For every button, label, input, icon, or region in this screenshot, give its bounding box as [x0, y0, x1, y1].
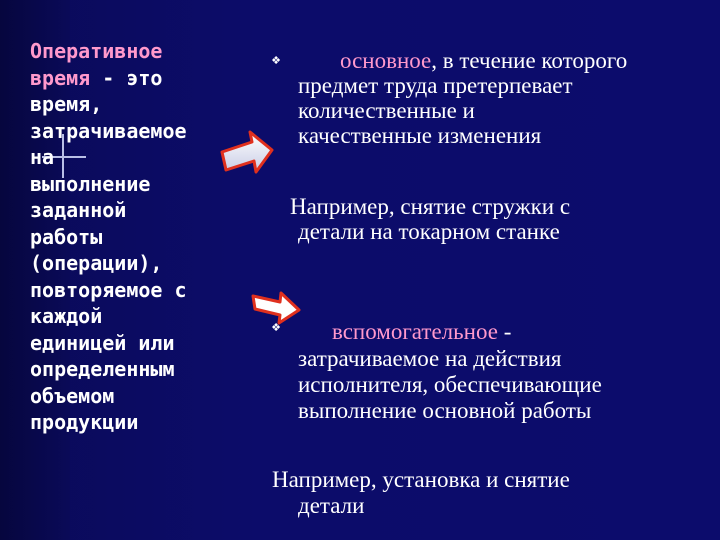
diamond-bullet-icon: ❖ — [271, 321, 281, 334]
definition-line: затрачиваемое — [30, 118, 187, 143]
main-time-text: , в течение которого — [431, 48, 628, 73]
example-line: Например, снятие стружки с — [290, 194, 571, 219]
definition-line: определенным — [30, 357, 175, 381]
definition-line — [30, 38, 230, 65]
auxiliary-time-line: исполнителя, обеспечивающие — [298, 372, 602, 397]
definition-line: работы — [30, 224, 103, 249]
definition-line: заданной — [30, 198, 127, 222]
definition-line: на — [30, 145, 55, 169]
main-time-term: основное — [340, 48, 432, 73]
example-line: детали на токарном станке — [298, 219, 560, 244]
example-line: Например, установка и снятие — [272, 467, 570, 492]
definition-line: объемом — [30, 383, 115, 408]
definition-connector: - это — [90, 65, 163, 90]
definition-line: единицей или — [30, 330, 175, 355]
definition-line: (операции), — [30, 251, 163, 275]
auxiliary-time-line: выполнение основной работы — [298, 398, 592, 423]
right-arrow-icon — [218, 128, 276, 178]
auxiliary-time-line: затрачиваемое на действия — [298, 346, 562, 371]
definition-term: время — [30, 65, 91, 90]
auxiliary-time-term: вспомогательное — [332, 319, 498, 344]
definition-line: каждой — [30, 304, 103, 328]
main-time-line — [340, 48, 627, 73]
definition-line: выполнение — [30, 171, 151, 196]
auxiliary-time-dash: - — [497, 319, 512, 344]
definition-line: повторяемое с — [30, 277, 187, 302]
main-time-line: качественные изменения — [298, 123, 542, 148]
definition-line: продукции — [30, 410, 139, 434]
definition-term: Оперативное — [30, 39, 163, 63]
main-time-line: количественные и — [298, 98, 475, 123]
auxiliary-time-line — [332, 319, 511, 344]
definition-block — [30, 38, 230, 436]
main-time-line: предмет труда претерпевает — [298, 73, 573, 98]
definition-line: время, — [30, 92, 103, 116]
example-line: детали — [298, 493, 365, 518]
definition-line — [30, 65, 230, 92]
diamond-bullet-icon: ❖ — [271, 54, 281, 67]
